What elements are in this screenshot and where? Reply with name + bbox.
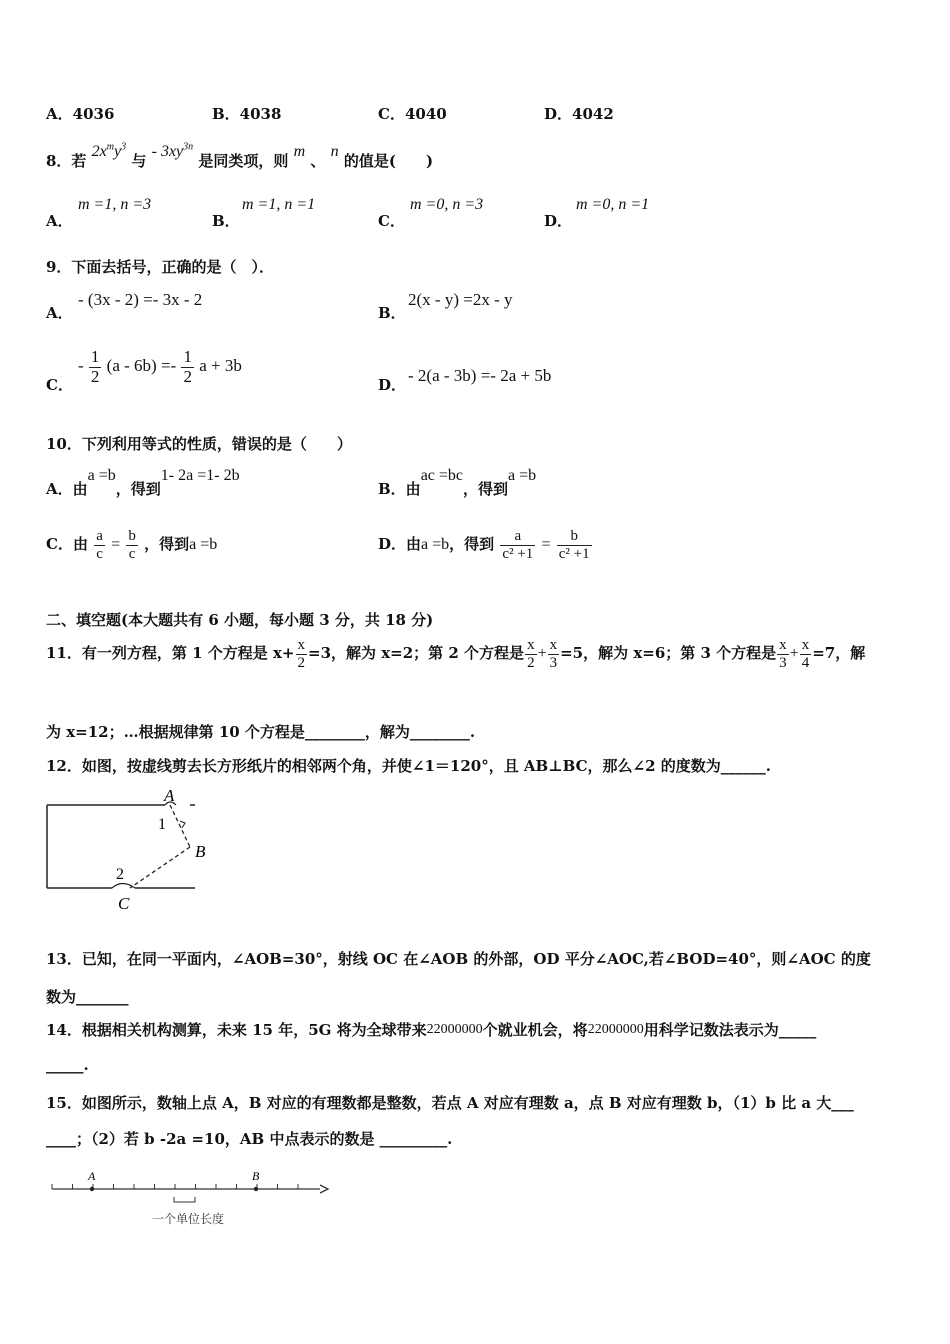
- q10-option-a: A．由a =b，得到1- 2a =1- 2b: [46, 467, 240, 498]
- q15-ticks: [52, 1184, 298, 1189]
- q12-cut-ab: [170, 805, 190, 847]
- q8-n: n: [330, 143, 339, 160]
- q12-stem: 12．如图，按虚线剪去长方形纸片的相邻两个角，并使∠1＝120°，且 AB⊥BC，那么∠2 的度数为______.: [46, 757, 771, 775]
- q15-label-a: A: [88, 1169, 96, 1183]
- q14-line2: _____.: [46, 1056, 89, 1074]
- q8-option-c-label: C．: [378, 212, 405, 230]
- q15-line2: ____；（2）若 b -2a =10，AB 中点表示的数是 _________.: [46, 1130, 453, 1148]
- q12-label-b: B: [195, 842, 206, 861]
- q10-option-c: C．由 $\frac{a}{c}$ = $\frac{b}{c}$ ，得到a =b: [46, 528, 218, 562]
- q15-unit-label: 一个单位长度: [152, 1212, 225, 1226]
- q11-line1: 11．有一列方程，第 1 个方程是 x+ $\frac{x}{2}$ =3，解为 x=2；第 2 个方程是 $\frac{x}{2}$ + $\frac{x}{3}$ =5，解为 x=6；第 3 个方程是 $\frac{x}{3}$ + $\frac{x}{4}$ =7，解: [46, 637, 866, 671]
- q9-option-d: - 2(a - 3b) =- 2a + 5b: [408, 366, 552, 385]
- q15-point-a: [90, 1187, 94, 1191]
- q9-c-frac2: $\frac{1}{2}$: [183, 347, 192, 386]
- q15-unit-bracket: [174, 1197, 195, 1202]
- q9-option-b: 2(x - y) =2x - y: [408, 290, 513, 309]
- q9-option-a: - (3x - 2) =- 3x - 2: [78, 290, 203, 309]
- q12-label-1: 1: [158, 816, 166, 833]
- q13-line1: 13．已知，在同一平面内，∠AOB=30°，射线 OC 在∠AOB 的外部，OD 平分∠AOC,若∠BOD=40°，则∠AOC 的度: [46, 950, 871, 968]
- q7-option-a: A．4036: [46, 105, 115, 123]
- q13-line2: 数为_______: [46, 988, 129, 1006]
- q9-option-b-label: B．: [378, 304, 406, 322]
- q8-term2: - $3xy^{3n}$: [151, 141, 194, 160]
- q9-stem: 9．下面去括号，正确的是（ ）．: [46, 258, 274, 276]
- q8-m: m: [293, 143, 306, 160]
- q8-stem: [46, 141, 434, 171]
- q12-cut-bc: [130, 847, 190, 888]
- q9-option-c: - $\frac{1}{2}$ (a - 6b) =- $\frac{1}{2}$ a + 3b: [78, 347, 242, 386]
- q8-option-a: m =1, n =3: [78, 196, 152, 213]
- q8-option-b: m =1, n =1: [242, 196, 316, 213]
- q8-text: 是同类项，则: [198, 152, 289, 170]
- q15-axis-arrow-icon: [320, 1185, 328, 1193]
- q10-stem: 10．下列利用等式的性质，错误的是（ ）: [46, 435, 352, 453]
- q8-option-d: m =0, n =1: [576, 196, 650, 213]
- q8-option-b-label: B．: [212, 212, 240, 230]
- q15-line1: 15．如图所示，数轴上点 A，B 对应的有理数都是整数，若点 A 对应有理数 a，点 B 对应有理数 b，（1）b 比 a 大___: [46, 1094, 854, 1112]
- q8-prefix: 8．若: [46, 152, 87, 170]
- q12-label-2: 2: [116, 866, 124, 883]
- q7-option-b: B．4038: [212, 105, 282, 123]
- q8-option-c: m =0, n =3: [410, 196, 484, 213]
- q9-c-frac1: $\frac{1}{2}$: [90, 347, 100, 386]
- q12-label-a: A: [164, 786, 175, 805]
- q12-figure: [40, 785, 230, 915]
- q8-with: 与: [131, 152, 147, 170]
- q10-option-b: B．由ac =bc，得到a =b: [378, 467, 537, 498]
- q12-label-c: C: [118, 894, 130, 913]
- q7-option-c: C．4040: [378, 105, 447, 123]
- section2-title: 二、填空题(本大题共有 6 小题，每小题 3 分，共 18 分): [46, 611, 434, 629]
- q10-option-d: D．由a =b，得到 $\frac{a}{\text{c² +1}}$ = $\frac{b}{\text{c² +1}}$: [378, 528, 590, 562]
- q15-number-line: [48, 1163, 338, 1233]
- q8-sep: 、: [310, 152, 326, 170]
- q8-tail: 的值是( ): [343, 152, 434, 170]
- q11-line2: 为 x=12；…根据规律第 10 个方程是________，解为________.: [46, 723, 476, 741]
- q7-option-d: D．4042: [544, 105, 614, 123]
- q15-label-b: B: [252, 1169, 260, 1183]
- q8-option-a-label: A．: [46, 212, 73, 230]
- q14-line1: 14．根据相关机构测算，未来 15 年，5G 将为全球带来22000000个就业机会，将22000000用科学记数法表示为_____: [46, 1021, 817, 1039]
- q9-option-c-label: C．: [46, 376, 73, 394]
- q9-option-d-label: D．: [378, 376, 407, 394]
- q15-point-b: [254, 1187, 258, 1191]
- q8-option-d-label: D．: [544, 212, 573, 230]
- q9-option-a-label: A．: [46, 304, 73, 322]
- q8-term1: $2x^my^3$: [91, 141, 127, 160]
